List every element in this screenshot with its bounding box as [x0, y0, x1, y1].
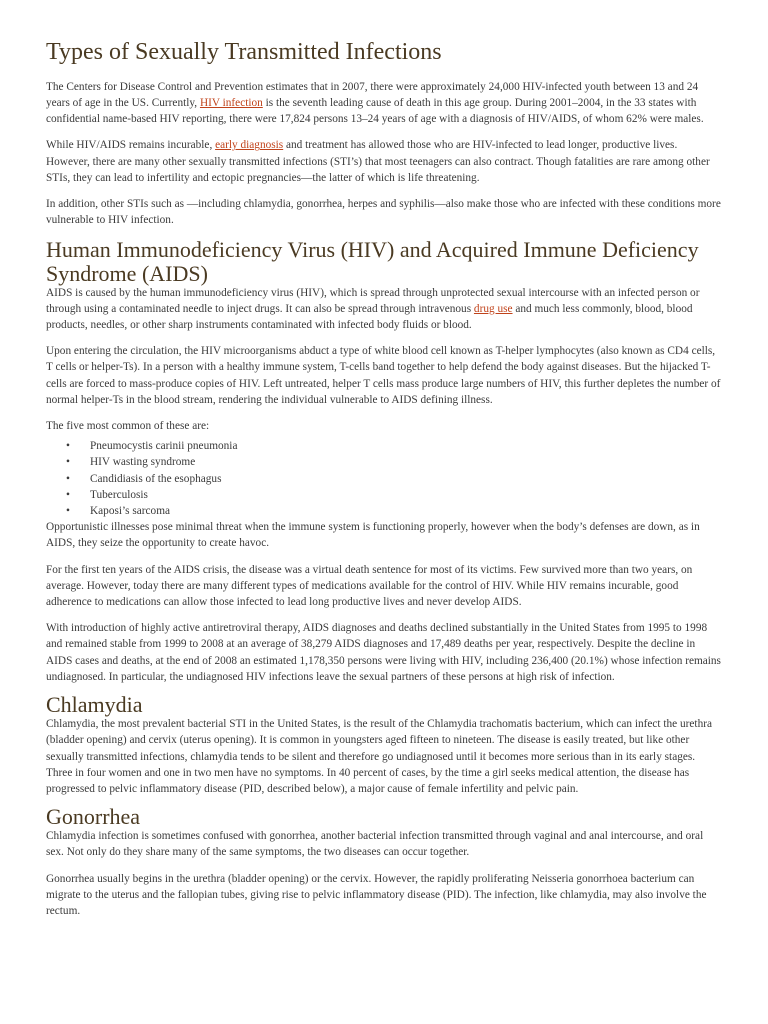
list-item: • HIV wasting syndrome	[66, 454, 722, 470]
hiv-paragraph-4: Opportunistic illnesses pose minimal threat when the immune system is functioning properly, however when the body’s defenses are down, as in AIDS, they seize the opportunity to create havoc.	[46, 521, 700, 550]
list-item: • Kaposi’s sarcoma	[66, 503, 722, 519]
hiv-paragraph-2: Upon entering the circulation, the HIV microorganisms abduct a type of white blood cell known as T-helper lymphocytes (also known as CD4 cells, T cells or helper-Ts). In a person with a healthy immune system, T-cells band together to help defend the body against diseases. But the hijacked T-cells are forced to mass-produce copies of HIV. Left untreated, helper T cells mass produce large numbers of HIV, this further depletes the number of normal helper-Ts in the blood stream, rendering the individual vulnerable to AIDS defining illness.	[46, 345, 721, 406]
hiv-paragraph-1: AIDS is caused by the human immunodeficiency virus (HIV), which is spread through unprotected sexual intercourse with an infected person or through using a contaminated needle to inject drugs. It can also be spread through intravenous drug use and much less commonly, blood, blood products, needles, or other sharp instruments contaminated with infected body fluids or blood.	[46, 286, 700, 332]
gonorrhea-paragraph-1: Chlamydia infection is sometimes confused with gonorrhea, another bacterial infection transmitted through vaginal and anal intercourse, and oral sex. Not only do they share many of the same symptoms, the two diseases can occur together.	[46, 830, 704, 859]
gonorrhea-paragraph-2: Gonorrhea usually begins in the urethra (bladder opening) or the cervix. However, the rapidly proliferating Neisseria gonorrhoea bacterium can migrate to the uterus and the fallopian tubes, giving rise to pelvic inflammatory disease (PID). The infection, like chlamydia, may also involve the rectum.	[46, 872, 707, 918]
intro-paragraph-1: The Centers for Disease Control and Prevention estimates that in 2007, there were approximately 24,000 HIV-infected youth between 13 and 24 years of age in the US. Currently, HIV infection is the seventh leading cause of death in this age group. During 2001–2004, in the 33 states with confidential name-based HIV reporting, there were 17,824 persons 13–24 years of age with a diagnosis of HIV/AIDS, of whom 62% were males.	[46, 80, 704, 126]
intro-paragraph-3: In addition, other STIs such as —including chlamydia, gonorrhea, herpes and syphilis—also make those who are infected with these conditions more vulnerable to HIV infection.	[46, 198, 721, 227]
hiv-paragraph-6: With introduction of highly active antiretroviral therapy, AIDS diagnoses and deaths declined substantially in the United States from 1995 to 1998 and remained stable from 1999 to 2008 at an average of 38,279 AIDS diagnoses and 17,489 deaths per year, respectively. Despite the decline in AIDS cases and deaths, at the end of 2008 an estimated 1,178,350 persons were living with HIV, including 236,400 (20.1%) whose infection remains undiagnosed. In particular, the undiagnosed HIV infections leave the sexual partners of these persons at high risk of infection.	[46, 622, 721, 683]
hiv-heading: Human Immunodeficiency Virus (HIV) and Acquired Immune Deficiency Syndrome (AIDS)	[46, 237, 699, 286]
chlamydia-paragraph-1: Chlamydia, the most prevalent bacterial STI in the United States, is the result of the Chlamydia trachomatis bacterium, which can infect the urethra (bladder opening) and cervix (uterus opening). It is common in youngsters aged fifteen to nineteen. The disease is easily treated, but like other sexually transmitted infections, chlamydia tends to be silent and therefore go undiagnosed until it becomes more serious than in its early stages. Three in four women and one in two men have no symptoms. In 40 percent of cases, by the time a girl seeks medical attention, the disease has progressed to pelvic inflammatory disease (PID, described below), a major cause of female infertility and pelvic pain.	[46, 718, 712, 795]
page-title: Types of Sexually Transmitted Infections	[46, 39, 442, 65]
illness-list	[46, 438, 722, 519]
hiv-paragraph-3: The five most common of these are:	[46, 420, 210, 433]
gonorrhea-heading: Gonorrhea	[46, 804, 141, 830]
intro-paragraph-2: While HIV/AIDS remains incurable, early diagnosis and treatment has allowed those who are HIV-infected to lead longer, productive lives. However, there are many other sexually transmitted infections (STI’s) that most teenagers can also contract. Though fatalities are rare among other STIs, they can lead to infertility and ectopic pregnancies—the latter of which is life threatening.	[46, 139, 710, 184]
hiv-paragraph-5: For the first ten years of the AIDS crisis, the disease was a virtual death sentence for most of its victims. Few survived more than two years, on average. However, today there are many different types of medications available for the control of HIV. While HIV remains incurable, good adherence to medications can allow those infected to lead long productive lives and never develop AIDS.	[46, 563, 693, 609]
drug-use-link[interactable]: drug use	[473, 302, 513, 315]
hiv-infection-link[interactable]: HIV infection	[199, 97, 263, 109]
early-diagnosis-link[interactable]: early diagnosis	[215, 139, 284, 152]
chlamydia-heading: Chlamydia	[46, 692, 143, 718]
list-item: • Candidiasis of the esophagus	[66, 471, 722, 487]
list-item: • Tuberculosis	[66, 487, 722, 503]
list-item: • Pneumocystis carinii pneumonia	[66, 438, 722, 454]
